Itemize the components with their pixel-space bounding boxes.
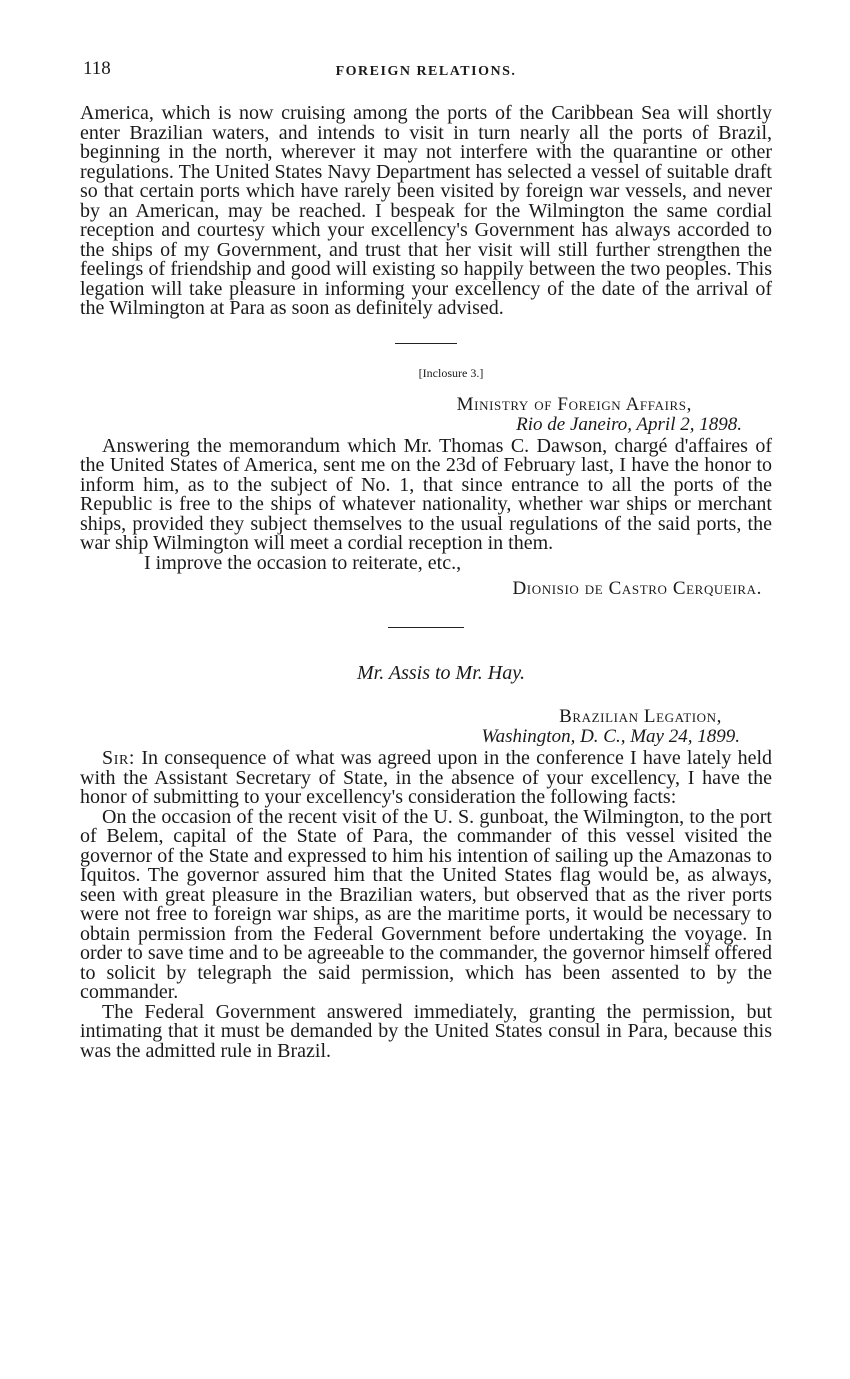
letter-title: Mr. Assis to Mr. Hay.	[357, 662, 525, 684]
page-number: 118	[83, 58, 111, 79]
enclosure-label: [Inclosure 3.]	[418, 365, 484, 380]
document-page	[80, 58, 772, 1061]
enclosure-signature: Dionisio de Castro Cerqueira.	[512, 578, 762, 599]
page-header	[80, 58, 772, 88]
section-divider	[395, 343, 457, 344]
letter-paragraph: On the occasion of the recent visit of the U. S. gunboat, the Wilmington, to the port of Belem, capital of the State of Para, the commander of this vessel visited the governor of the State and expressed to him his intention of sailing up the Amazonas to Iquitos. The governor assured him that the United States flag would be, as always, seen with great pleasure in the Brazilian waters, but observed that as the river ports were not free to foreign war ships, as are the maritime ports, it would be necessary to obtain permission from the Federal Government before undertaking the voyage. In order to save time and to be agreeable to the commander, the governor himself offered to solicit by telegraph the said permission, which has been assented to by the commander.	[80, 805, 772, 1003]
letter-paragraph	[80, 749, 772, 808]
enclosure-closing: I improve the occasion to reiterate, etc.,	[144, 551, 462, 574]
letter-place: Brazilian Legation,	[559, 706, 722, 727]
enclosure-date: Rio de Janeiro, April 2, 1898.	[516, 413, 742, 435]
enclosure-place: Ministry of Foreign Affairs,	[456, 393, 692, 415]
letter-date: Washington, D. C., May 24, 1899.	[481, 726, 740, 747]
letter-paragraph-text: In consequence of what was agreed upon in the conference I have lately held with the Assistant Secretary of State, in the absence of your excellency, I have the honor of submitting to your excellency's consideration the following facts:	[80, 747, 772, 808]
enclosure-body: Answering the memorandum which Mr. Thomas C. Dawson, chargé d'affaires of the United States of America, sent me on the 23d of February last, I have the honor to inform him, as to the subject of No. 1, that since entrance to all the ports of the Republic is free to the ships of whatever nationality, whether war ships or merchant ships, provided they subject themselves to the usual regulations of the said ports, the war ship Wilmington will meet a cordial reception in them.	[80, 434, 772, 554]
intro-paragraph: America, which is now cruising among the ports of the Caribbean Sea will shortly enter Brazilian waters, and intends to visit in turn nearly all the ports of Brazil, beginning in the north, wherever it may not interfere with the quarantine or other regulations. The United States Navy Department has selected a vessel of suitable draft so that certain ports which have rarely been visited by foreign war vessels, and never by an American, may be reached. I bespeak for the Wilmington the same cordial reception and courtesy which your excellency's Government has always accorded to the ships of my Government, and trust that her visit will still further strengthen the feelings of friendship and good will existing so happily between the two peoples. This legation will take pleasure in informing your excellency of the date of the arrival of the Wilmington at Para as soon as definitely advised.	[80, 102, 772, 319]
section-divider	[388, 627, 464, 628]
letter-paragraph: The Federal Government answered immediately, granting the permission, but intimating that it must be demanded by the United States consul in Para, because this was the admitted rule in Brazil.	[80, 1000, 772, 1062]
salutation: Sir:	[102, 747, 136, 769]
running-title: FOREIGN RELATIONS.	[335, 64, 517, 79]
